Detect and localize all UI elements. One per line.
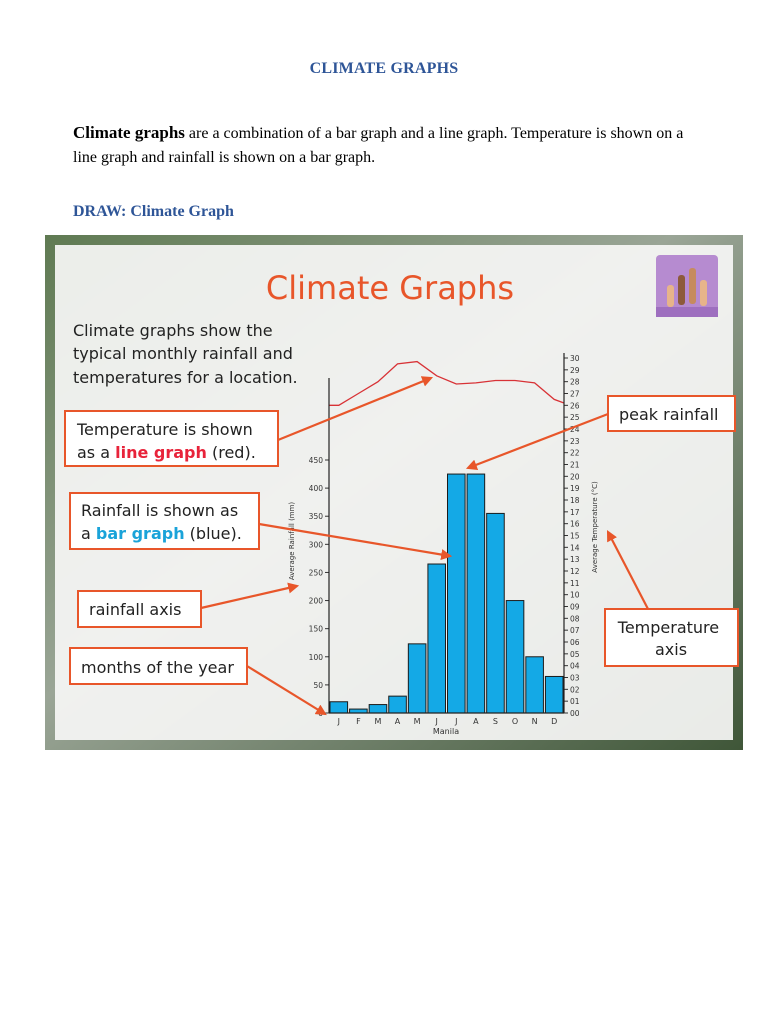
rainfall-bar <box>408 644 426 713</box>
poster-heading: Climate Graphs <box>265 269 515 307</box>
temperature-tick-label: 11 <box>570 578 580 588</box>
temperature-tick-label: 08 <box>570 614 580 624</box>
temperature-tick-label: 27 <box>570 389 580 399</box>
svg-text:as a line graph (red). <box>77 443 256 462</box>
month-label: M <box>374 717 382 726</box>
rainfall-bar <box>467 474 485 713</box>
svg-text:a bar graph (blue). <box>81 524 242 543</box>
temperature-tick-label: 17 <box>570 507 580 517</box>
callout-text: peak rainfall <box>619 405 719 424</box>
rainfall-tick-label: 350 <box>308 512 323 522</box>
rainfall-bar <box>369 705 387 713</box>
callout-text: a <box>81 524 96 543</box>
month-label: D <box>551 717 558 726</box>
temperature-tick-label: 20 <box>570 472 580 482</box>
description-line: temperatures for a location. <box>73 368 298 387</box>
callout-highlight-bar-graph: bar graph <box>95 524 185 543</box>
callout-rainfall-bars <box>70 493 259 549</box>
callout-text: (blue). <box>184 524 242 543</box>
callout-text: rainfall axis <box>89 600 182 619</box>
temperature-tick-label: 29 <box>570 365 580 375</box>
callout-text: (red). <box>206 443 256 462</box>
callout-text: Rainfall is shown as <box>81 501 239 520</box>
temperature-tick-label: 07 <box>570 626 580 636</box>
callout-text: Temperature <box>617 618 720 637</box>
temperature-tick-label: 30 <box>570 354 580 363</box>
temperature-tick-label: 15 <box>570 531 580 541</box>
rainfall-tick-label: 200 <box>308 596 323 606</box>
callout-rainfall-axis <box>78 591 201 627</box>
temperature-tick-label: 16 <box>570 519 580 529</box>
location-label: Manila <box>432 727 460 736</box>
temperature-tick-label: 25 <box>570 413 580 423</box>
temperature-tick-label: 05 <box>570 649 580 659</box>
rainfall-tick-label: 100 <box>308 652 323 662</box>
rainfall-axis-title: Average Rainfall (mm) <box>288 501 296 581</box>
rainfall-bar <box>526 657 544 713</box>
rainfall-bar <box>389 696 407 713</box>
callout-text: axis <box>654 640 688 659</box>
temperature-tick-label: 21 <box>570 460 580 470</box>
rainfall-tick-label: 450 <box>308 456 323 465</box>
intro-paragraph <box>73 121 703 170</box>
temperature-tick-label: 19 <box>570 484 580 494</box>
section-heading: DRAW: Climate Graph <box>73 203 234 220</box>
month-label: F <box>356 717 361 726</box>
temperature-tick-label: 10 <box>570 590 580 600</box>
temperature-tick-label: 03 <box>570 673 580 683</box>
temperature-tick-label: 26 <box>570 401 580 411</box>
month-label: N <box>531 717 538 726</box>
temperature-tick-label: 01 <box>570 697 580 707</box>
temperature-tick-label: 12 <box>570 567 580 576</box>
rainfall-tick-label: 150 <box>308 624 323 634</box>
temperature-tick-label: 18 <box>570 496 580 505</box>
temperature-tick-label: 04 <box>570 661 580 671</box>
month-label: A <box>394 717 401 726</box>
month-label: O <box>511 717 519 726</box>
temperature-axis-title: Average Temperature (°C) <box>591 481 599 573</box>
rainfall-bar <box>487 513 505 713</box>
temperature-tick-label: 09 <box>570 602 580 612</box>
callout-text: Temperature is shown <box>77 420 253 439</box>
rainfall-bar <box>428 564 446 713</box>
month-label: A <box>473 717 479 726</box>
temperature-tick-label: 28 <box>570 377 580 387</box>
callout-text: months of the year <box>81 658 234 677</box>
callout-months <box>70 648 247 684</box>
temperature-tick-label: 24 <box>570 425 580 434</box>
temperature-tick-label: 14 <box>570 543 580 553</box>
hands-icon <box>656 255 718 317</box>
month-label: J <box>455 717 458 726</box>
rainfall-tick-label: 300 <box>308 540 323 550</box>
intro-term: Climate graphs <box>73 123 185 142</box>
intro-text: are a combination of a bar graph and a line graph. Temperature is shown on a line graph and rainfall is shown on a bar graph. <box>73 125 684 166</box>
svg-text:Temperature is shown <box>76 420 253 439</box>
rainfall-bar <box>448 474 466 713</box>
month-label: S <box>492 717 498 726</box>
description-line: typical monthly rainfall and <box>73 344 293 363</box>
month-label: M <box>413 717 421 726</box>
poster-description <box>73 321 298 387</box>
document-title: CLIMATE GRAPHS <box>309 60 459 77</box>
climate-graph-poster <box>45 235 743 750</box>
rainfall-tick-label: 0 <box>318 709 323 718</box>
temperature-tick-label: 23 <box>570 436 580 446</box>
callout-temperature-line <box>65 411 278 466</box>
callout-highlight-line-graph: line graph <box>115 443 207 462</box>
rainfall-bar <box>506 601 524 713</box>
temperature-tick-label: 13 <box>570 555 580 565</box>
temperature-tick-label: 02 <box>570 685 580 695</box>
callout-temperature-axis <box>605 609 738 666</box>
svg-text:Rainfall is shown as <box>81 501 238 520</box>
month-label: J <box>435 717 438 726</box>
rainfall-tick-label: 250 <box>308 568 323 578</box>
rainfall-bar <box>330 702 348 713</box>
callout-peak-rainfall <box>608 396 735 431</box>
rainfall-bar <box>545 676 563 713</box>
temperature-tick-label: 22 <box>570 448 580 458</box>
description-line: Climate graphs show the <box>73 321 273 340</box>
temperature-tick-label: 06 <box>570 638 580 647</box>
rainfall-tick-label: 50 <box>313 680 323 690</box>
callout-text: as a <box>77 443 116 462</box>
temperature-tick-label: 00 <box>570 709 580 718</box>
rainfall-tick-label: 400 <box>308 484 323 494</box>
month-label: J <box>337 717 340 726</box>
